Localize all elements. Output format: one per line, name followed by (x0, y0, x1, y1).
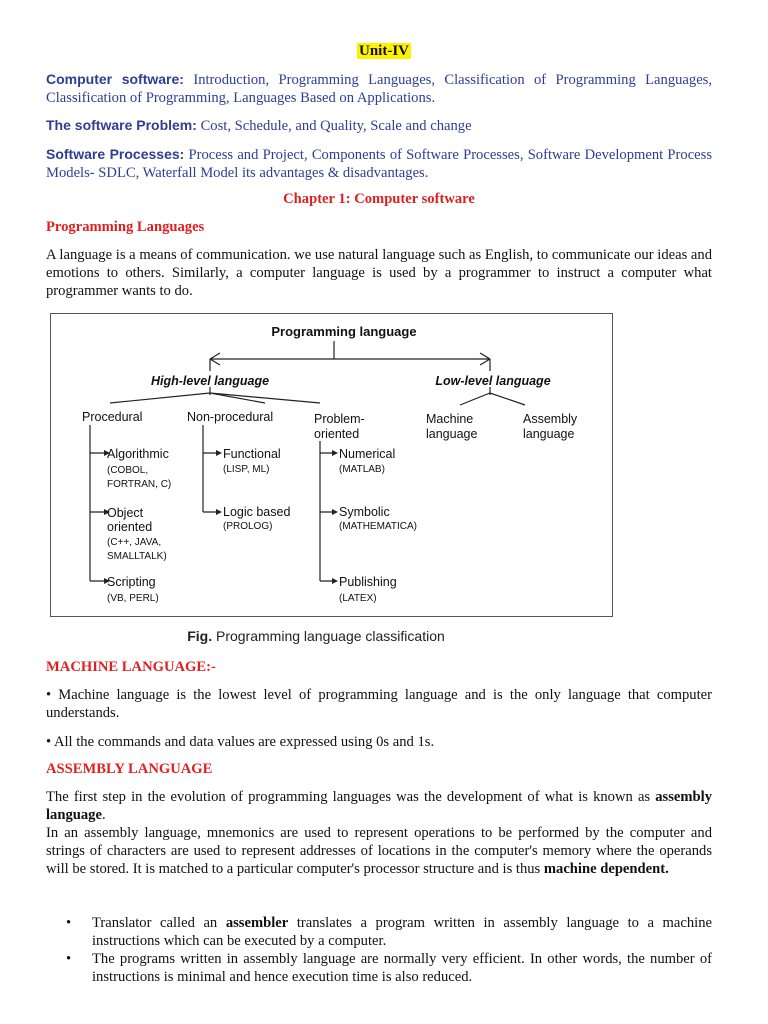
leaf-publishing: Publishing (339, 575, 397, 589)
node-machine-line2: language (426, 427, 478, 441)
node-procedural: Procedural (82, 410, 143, 424)
leaf-algorithmic-examples2: FORTRAN, C) (107, 479, 172, 490)
figure-caption-prefix: Fig. (187, 628, 213, 644)
low-level-connector (460, 387, 525, 405)
section-heading-programming-languages: Programming Languages (46, 219, 205, 235)
assembly-bullets (46, 914, 712, 986)
leaf-object-examples2: SMALLTALK) (107, 551, 167, 562)
bullet-2-text: The programs written in assembly language are normally very efficient. In other words, the number of instructions is minimal and hence execution time is also reduced. (92, 951, 712, 985)
leaf-functional: Functional (223, 447, 281, 461)
section-heading-machine-language: MACHINE LANGUAGE:- (46, 659, 216, 675)
leaf-logic-examples: (PROLOG) (223, 521, 273, 532)
bullet-dot: • (66, 951, 72, 967)
unit-title: Unit-IV (358, 43, 409, 59)
node-problem-line2: oriented (314, 427, 360, 441)
node-problem-line1: Problem- (314, 412, 365, 426)
bullet-dot: • (66, 915, 72, 931)
leaf-numerical-examples: (MATLAB) (339, 464, 385, 475)
leaf-scripting-examples: (VB, PERL) (107, 593, 159, 604)
node-high-level: High-level language (150, 374, 270, 388)
syllabus-software-problem (46, 116, 712, 135)
leaf-symbolic: Symbolic (339, 505, 390, 519)
unit-title-wrap (0, 42, 768, 60)
assembly-paragraph-2-bold: machine dependent. (543, 861, 669, 877)
intro-paragraph: A language is a means of communication. we use natural language such as English, to communicate our ideas and emotions to others. Similarly, a computer language is used by a programmer to instruct a computer what programmer wants to do. (46, 247, 712, 299)
syllabus-label: Software Processes: (46, 146, 185, 162)
leaf-symbolic-examples: (MATHEMATICA) (339, 521, 417, 532)
assembly-paragraph-2 (46, 824, 712, 878)
leaf-numerical: Numerical (339, 447, 396, 461)
leaf-object-line1: Object (107, 506, 144, 520)
syllabus-software-processes (46, 145, 712, 182)
syllabus-label: Computer software: (46, 71, 184, 87)
figure-caption-text: Programming language classification (212, 628, 445, 644)
bullet-1-text-a: Translator called an (92, 915, 226, 931)
assembly-paragraph-2-text: In an assembly language, mnemonics are used to represent operations to be performed by the computer and strings of characters are used to represent addresses of locations in the computer's memory where the operands will be stored. It is matched to a particular computer's processor structure and is thus (46, 825, 712, 877)
leaf-publishing-examples: (LATEX) (339, 593, 377, 604)
node-root: Programming language (271, 324, 417, 339)
leaf-logic-based: Logic based (223, 505, 291, 519)
syllabus-text: Process and Project, Components of Software Processes, Software Development Process Models- SDLC, Waterfall Model its advantages & disadvantages. (46, 147, 713, 181)
classification-diagram (50, 313, 613, 617)
list-item (46, 950, 712, 986)
leaf-functional-examples: (LISP, ML) (223, 464, 270, 475)
bullet-1-text-b: translates a program written in assembly language to a machine instructions which can be executed by a computer. (92, 915, 712, 949)
figure-caption (0, 628, 632, 644)
node-machine-line1: Machine (426, 412, 474, 426)
list-item (46, 914, 712, 950)
node-assembly-line1: Assembly (523, 412, 578, 426)
high-level-connector (110, 387, 320, 403)
assembly-paragraph-1-text: The first step in the evolution of programming languages was the development of what is known as (46, 789, 656, 805)
assembly-paragraph-1 (46, 788, 712, 824)
leaf-object-line2: oriented (107, 520, 153, 534)
node-assembly-line2: language (523, 427, 575, 441)
assembly-paragraph-1-bold: assembly language (46, 789, 712, 823)
node-low-level: Low-level language (435, 374, 551, 388)
section-heading-assembly-language: ASSEMBLY LANGUAGE (46, 761, 213, 777)
syllabus-text: Cost, Schedule, and Quality, Scale and change (196, 118, 472, 134)
machine-point-1: • Machine language is the lowest level of programming language and is the only language that computer understands. (46, 687, 712, 721)
chapter-title: Chapter 1: Computer software (283, 191, 475, 207)
node-nonprocedural: Non-procedural (187, 410, 274, 424)
leaf-algorithmic-examples1: (COBOL, (107, 465, 149, 476)
leaf-algorithmic: Algorithmic (107, 447, 169, 461)
root-connector (210, 341, 490, 365)
bullet-1-bold: assembler (225, 915, 289, 931)
assembly-paragraph-1-end: . (101, 807, 106, 823)
machine-point-2: • All the commands and data values are expressed using 0s and 1s. (46, 734, 435, 750)
leaf-object-examples1: (C++, JAVA, (107, 537, 162, 548)
syllabus-text: Introduction, Programming Languages, Classification of Programming Languages, Classification of Programming, Languages Based on Applications. (46, 72, 713, 106)
syllabus-label: The software Problem: (46, 117, 197, 133)
syllabus-computer-software (46, 70, 712, 107)
leaf-scripting: Scripting (107, 575, 156, 589)
